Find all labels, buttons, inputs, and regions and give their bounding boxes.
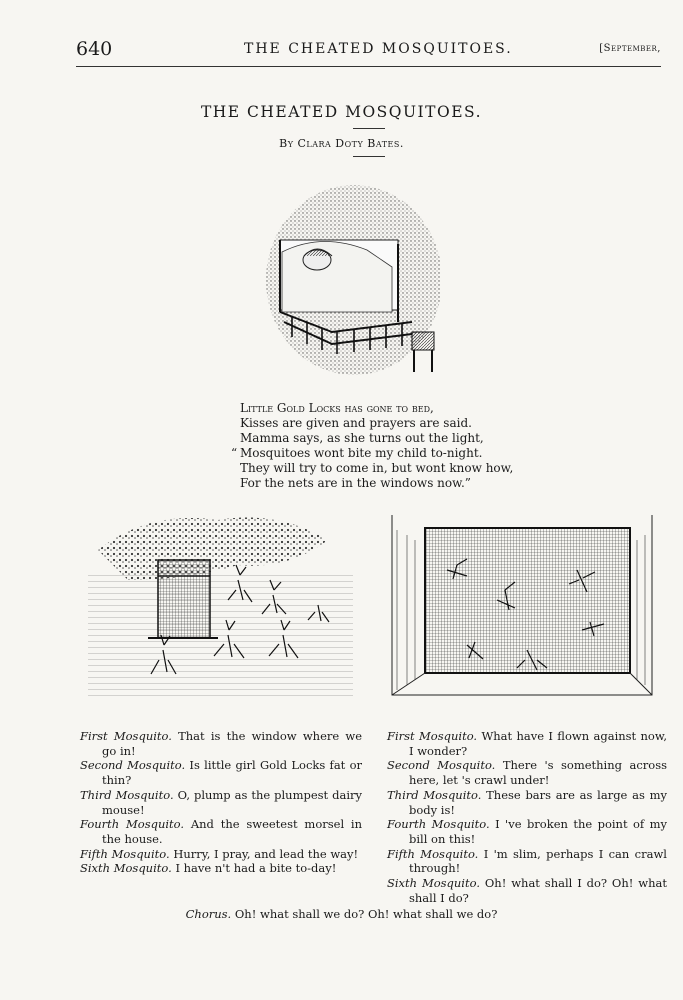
left-dialogue-column bbox=[80, 729, 362, 876]
dialogue-entry: Sixth Mosquito. I have n't had a bite to-day! bbox=[80, 861, 337, 876]
dialogue-entry: Fourth Mosquito. I 've broken the point of my bill on this! bbox=[387, 817, 667, 846]
dialogue-entry: Third Mosquito. These bars are as large as my body is! bbox=[387, 787, 667, 817]
inside-net-illustration bbox=[387, 510, 657, 708]
article-title: THE CHEATED MOSQUITOES. bbox=[200, 103, 483, 121]
running-header bbox=[76, 38, 661, 60]
poem-line-5: They will try to come in, but wont know how, bbox=[240, 461, 514, 475]
header-rule bbox=[76, 66, 661, 67]
dialogue-entry: Second Mosquito. There 's something across here, let 's crawl under! bbox=[387, 758, 667, 788]
byline: By Clara Doty Bates. bbox=[279, 137, 404, 150]
running-title: THE CHEATED MOSQUITOES. bbox=[244, 41, 513, 57]
dialogue-entry: Fifth Mosquito. I 'm slim, perhaps I can crawl through! bbox=[387, 846, 667, 876]
dialogue-entry: Fourth Mosquito. And the sweetest morsel in the house. bbox=[80, 817, 363, 846]
dialogue-entry: First Mosquito. What have I flown against now, I wonder? bbox=[387, 729, 667, 758]
outside-window-illustration bbox=[88, 510, 360, 708]
dialogue-entry: Fifth Mosquito. Hurry, I pray, and lead the way! bbox=[80, 846, 359, 861]
poem-line-4: “ Mosquitoes wont bite my child to-night. bbox=[231, 446, 483, 460]
title-rule bbox=[353, 128, 385, 129]
dialogue-entry: First Mosquito. That is the window where we go in! bbox=[80, 729, 363, 758]
open-quote: “ bbox=[231, 446, 238, 460]
chorus-line: Chorus. Oh! what shall we do? Oh! what shall we do? bbox=[185, 907, 498, 921]
poem bbox=[231, 401, 540, 491]
month-label: [September, bbox=[599, 43, 661, 54]
page-number: 640 bbox=[76, 38, 113, 60]
poem-line-2: Kisses are given and prayers are said. bbox=[240, 416, 472, 430]
dialogue-entry: Sixth Mosquito. Oh! what shall I do? Oh! what shall I do? bbox=[387, 876, 667, 905]
right-dialogue-column bbox=[387, 729, 667, 905]
byline-rule bbox=[353, 156, 385, 157]
bed-illustration bbox=[262, 172, 440, 387]
poem-line-1: Little Gold Locks has gone to bed, bbox=[240, 401, 434, 415]
dialogue-entry: Third Mosquito. O, plump as the plumpest dairy mouse! bbox=[80, 787, 363, 817]
poem-line-6: For the nets are in the windows now.” bbox=[240, 476, 471, 490]
dialogue-entry: Second Mosquito. Is little girl Gold Locks fat or thin? bbox=[80, 758, 362, 788]
poem-line-3: Mamma says, as she turns out the light, bbox=[240, 431, 484, 445]
